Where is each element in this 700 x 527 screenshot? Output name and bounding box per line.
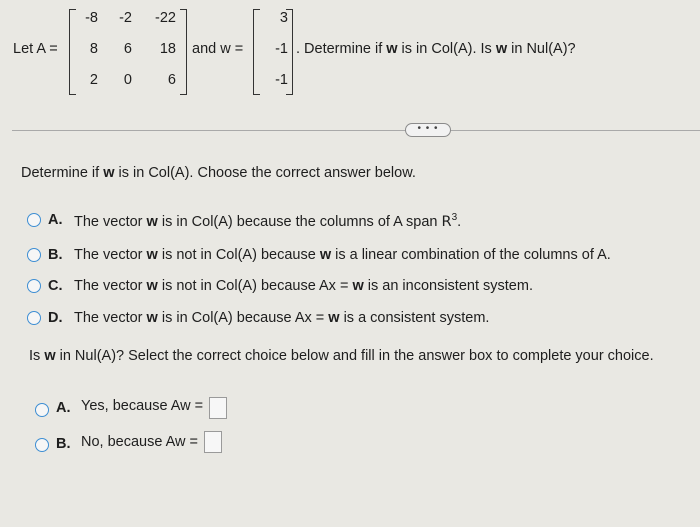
option-text: The vector w is not in Col(A) because Ax = w is an inconsistent system. bbox=[74, 278, 533, 294]
matrix-a-cell: 18 bbox=[159, 41, 176, 57]
radio-button[interactable] bbox=[35, 438, 49, 452]
vector-w-cell: 3 bbox=[279, 10, 288, 26]
matrix-a-cell: 2 bbox=[89, 72, 98, 88]
part1-prompt: Determine if w is in Col(A). Choose the correct answer below. bbox=[21, 165, 416, 181]
radio-button[interactable] bbox=[27, 279, 41, 293]
more-options-button[interactable]: • • • bbox=[405, 123, 451, 137]
let-a-label: Let A = bbox=[13, 41, 58, 57]
option-letter: C. bbox=[48, 278, 63, 294]
section-divider bbox=[12, 130, 700, 131]
question-prompt: . Determine if w is in Col(A). Is w in Nul(A)? bbox=[296, 41, 576, 57]
vector-w-cell: -1 bbox=[275, 41, 288, 57]
matrix-a-cell: 8 bbox=[89, 41, 98, 57]
matrix-a-right-bracket bbox=[180, 9, 187, 95]
option-text: Yes, because Aw = bbox=[81, 398, 204, 414]
matrix-a-cell: -8 bbox=[85, 10, 98, 26]
option-letter: A. bbox=[56, 400, 71, 416]
answer-input-yes[interactable] bbox=[209, 397, 227, 419]
radio-button[interactable] bbox=[27, 213, 41, 227]
matrix-a-cell: -22 bbox=[155, 10, 176, 26]
radio-button[interactable] bbox=[35, 403, 49, 417]
option-text: No, because Aw = bbox=[81, 434, 199, 450]
vector-w-right-bracket bbox=[286, 9, 293, 95]
option-text: The vector w is not in Col(A) because w is a linear combination of the columns of A. bbox=[74, 247, 611, 263]
option-text: The vector w is in Col(A) because the columns of A span $R^3$. bbox=[74, 212, 462, 230]
matrix-a-cell: -2 bbox=[119, 10, 132, 26]
option-letter: B. bbox=[56, 436, 71, 452]
matrix-a-cell: 6 bbox=[123, 41, 132, 57]
and-w-label: and w = bbox=[192, 41, 244, 57]
vector-w-cell: -1 bbox=[275, 72, 288, 88]
option-letter: B. bbox=[48, 247, 63, 263]
option-letter: D. bbox=[48, 310, 63, 326]
option-letter: A. bbox=[48, 212, 63, 228]
radio-button[interactable] bbox=[27, 248, 41, 262]
matrix-a-cell: 0 bbox=[123, 72, 132, 88]
radio-button[interactable] bbox=[27, 311, 41, 325]
matrix-a-cell: 6 bbox=[167, 72, 176, 88]
option-text: The vector w is in Col(A) because Ax = w is a consistent system. bbox=[74, 310, 490, 326]
part2-prompt: Is w in Nul(A)? Select the correct choice below and fill in the answer box to complete your choice. bbox=[29, 348, 654, 364]
answer-input-no[interactable] bbox=[204, 431, 222, 453]
